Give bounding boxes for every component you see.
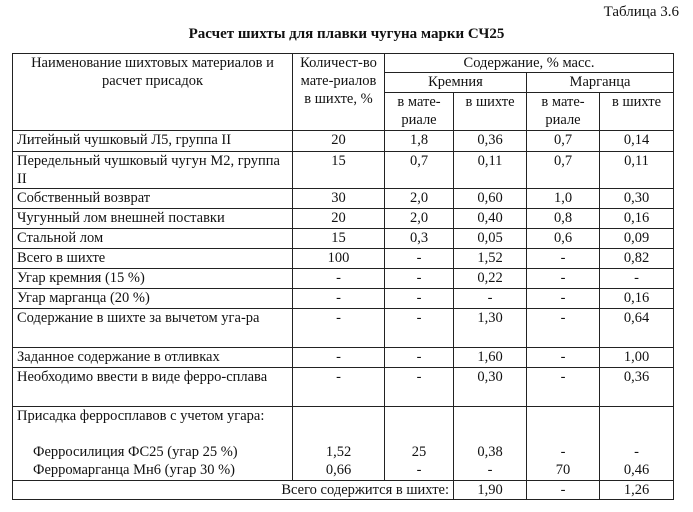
row-mn-material: 1,0 xyxy=(527,189,600,209)
row-si-charge: 1,30 xyxy=(454,309,527,348)
total-mn-charge: 1,26 xyxy=(600,481,674,500)
ferroalloy-si-material xyxy=(385,407,454,481)
row-mn-material: - xyxy=(527,269,600,289)
ferroalloy-si-charge xyxy=(454,407,527,481)
header-qty-col: Количест-во мате-риалов в шихте, % xyxy=(293,54,385,131)
header-si-in-charge: в шихте xyxy=(454,93,527,131)
row-qty: 15 xyxy=(293,152,385,189)
table-row xyxy=(13,209,674,229)
row-qty: - xyxy=(293,309,385,348)
table-number: Таблица 3.6 xyxy=(603,4,679,20)
header-silicon: Кремния xyxy=(385,73,527,93)
row-name: Всего в шихте xyxy=(13,249,293,269)
row-si-material: 0,3 xyxy=(385,229,454,249)
header-content-group: Содержание, % масс. xyxy=(385,54,674,73)
row-si-charge: 1,60 xyxy=(454,348,527,368)
row-mn-material: - xyxy=(527,368,600,407)
row-mn-charge: 0,11 xyxy=(600,152,674,189)
table-row xyxy=(13,249,674,269)
row-si-charge: 0,05 xyxy=(454,229,527,249)
ferroalloy-item-name: Ферросилиция ФС25 (угар 25 %) xyxy=(33,444,238,460)
row-name: Стальной лом xyxy=(13,229,293,249)
row-si-material: - xyxy=(385,348,454,368)
row-name: Угар марганца (20 %) xyxy=(13,289,293,309)
header-mn-in-charge: в шихте xyxy=(600,93,674,131)
ferroalloy-item-qty: 0,66 xyxy=(325,462,352,478)
row-name: Заданное содержание в отливках xyxy=(13,348,293,368)
row-si-charge: 0,60 xyxy=(454,189,527,209)
table-row xyxy=(13,309,674,348)
row-name: Передельный чушковый чугун М2, группа II xyxy=(13,152,293,189)
row-name: Чугунный лом внешней поставки xyxy=(13,209,293,229)
row-mn-charge: 0,64 xyxy=(600,309,674,348)
row-si-material: - xyxy=(385,249,454,269)
table-row xyxy=(13,189,674,209)
row-name: Собственный возврат xyxy=(13,189,293,209)
ferroalloy-item-si-material: - xyxy=(416,462,422,478)
row-si-charge: 1,52 xyxy=(454,249,527,269)
table-row xyxy=(13,368,674,407)
row-mn-charge: 0,14 xyxy=(600,131,674,152)
charge-calculation-table xyxy=(12,53,674,500)
row-si-material: 2,0 xyxy=(385,189,454,209)
ferroalloy-mn-charge xyxy=(600,407,674,481)
row-mn-material: 0,8 xyxy=(527,209,600,229)
header-manganese: Марганца xyxy=(527,73,674,93)
row-mn-charge: 0,30 xyxy=(600,189,674,209)
row-si-charge: 0,36 xyxy=(454,131,527,152)
header-mn-in-material: в мате-риале xyxy=(527,93,600,131)
header-row-1 xyxy=(13,54,674,73)
row-mn-charge: 0,16 xyxy=(600,289,674,309)
ferroalloy-item-si-charge: - xyxy=(487,462,493,478)
header-name-col: Наименование шихтовых материалов и расчет присадок xyxy=(13,54,293,131)
ferroalloy-names xyxy=(13,407,293,481)
table-row xyxy=(13,269,674,289)
ferroalloy-item-mn-charge: - xyxy=(634,444,639,460)
total-mn-material: - xyxy=(527,481,600,500)
row-name: Литейный чушковый Л5, группа II xyxy=(13,131,293,152)
row-si-material: 1,8 xyxy=(385,131,454,152)
ferroalloy-item-name: Ферромарганца Мн6 (угар 30 %) xyxy=(33,462,235,478)
row-mn-material: - xyxy=(527,348,600,368)
table-row xyxy=(13,229,674,249)
row-si-charge: 0,30 xyxy=(454,368,527,407)
row-name: Угар кремния (15 %) xyxy=(13,269,293,289)
row-mn-material: 0,7 xyxy=(527,152,600,189)
total-si-charge: 1,90 xyxy=(454,481,527,500)
row-qty: - xyxy=(293,289,385,309)
row-mn-material: - xyxy=(527,289,600,309)
row-mn-charge: 0,36 xyxy=(600,368,674,407)
row-si-material: 0,7 xyxy=(385,152,454,189)
row-mn-charge: - xyxy=(600,269,674,289)
row-mn-charge: 0,09 xyxy=(600,229,674,249)
row-qty: 15 xyxy=(293,229,385,249)
row-si-material: - xyxy=(385,368,454,407)
table-row xyxy=(13,348,674,368)
row-mn-material: - xyxy=(527,309,600,348)
row-qty: - xyxy=(293,348,385,368)
row-mn-charge: 1,00 xyxy=(600,348,674,368)
row-qty: 20 xyxy=(293,131,385,152)
total-label: Всего содержится в шихте: xyxy=(13,481,454,500)
row-mn-material: 0,7 xyxy=(527,131,600,152)
row-name: Необходимо ввести в виде ферро-сплава xyxy=(13,368,293,407)
ferroalloy-item-mn-material: 70 xyxy=(555,462,571,478)
row-qty: 30 xyxy=(293,189,385,209)
ferroalloy-item-mn-charge: 0,46 xyxy=(623,462,650,478)
row-si-charge: 0,40 xyxy=(454,209,527,229)
row-si-material: - xyxy=(385,309,454,348)
row-mn-charge: 0,16 xyxy=(600,209,674,229)
row-si-material: - xyxy=(385,289,454,309)
ferroalloy-heading: Присадка ферросплавов с учетом угара: xyxy=(17,408,265,424)
row-si-material: - xyxy=(385,269,454,289)
header-si-in-material: в мате-риале xyxy=(385,93,454,131)
row-si-charge: 0,22 xyxy=(454,269,527,289)
table-row xyxy=(13,131,674,152)
row-mn-material: - xyxy=(527,249,600,269)
ferroalloy-item-si-charge: 0,38 xyxy=(477,444,503,460)
row-qty: - xyxy=(293,269,385,289)
table-title: Расчет шихты для плавки чугуна марки СЧ25 xyxy=(188,26,505,42)
ferroalloy-item-si-material: 25 xyxy=(411,444,427,460)
ferroalloy-mn-material xyxy=(527,407,600,481)
ferroalloy-item-mn-material: - xyxy=(560,444,566,460)
row-qty: 100 xyxy=(293,249,385,269)
table-row xyxy=(13,289,674,309)
row-name: Содержание в шихте за вычетом уга-ра xyxy=(13,309,293,348)
ferroalloy-qty xyxy=(293,407,385,481)
row-si-material: 2,0 xyxy=(385,209,454,229)
total-row xyxy=(13,481,674,500)
row-si-charge: - xyxy=(454,289,527,309)
row-mn-charge: 0,82 xyxy=(600,249,674,269)
row-qty: 20 xyxy=(293,209,385,229)
row-mn-material: 0,6 xyxy=(527,229,600,249)
row-si-charge: 0,11 xyxy=(454,152,527,189)
table-row xyxy=(13,152,674,189)
row-qty: - xyxy=(293,368,385,407)
ferroalloy-row xyxy=(13,407,674,481)
ferroalloy-item-qty: 1,52 xyxy=(325,444,352,460)
